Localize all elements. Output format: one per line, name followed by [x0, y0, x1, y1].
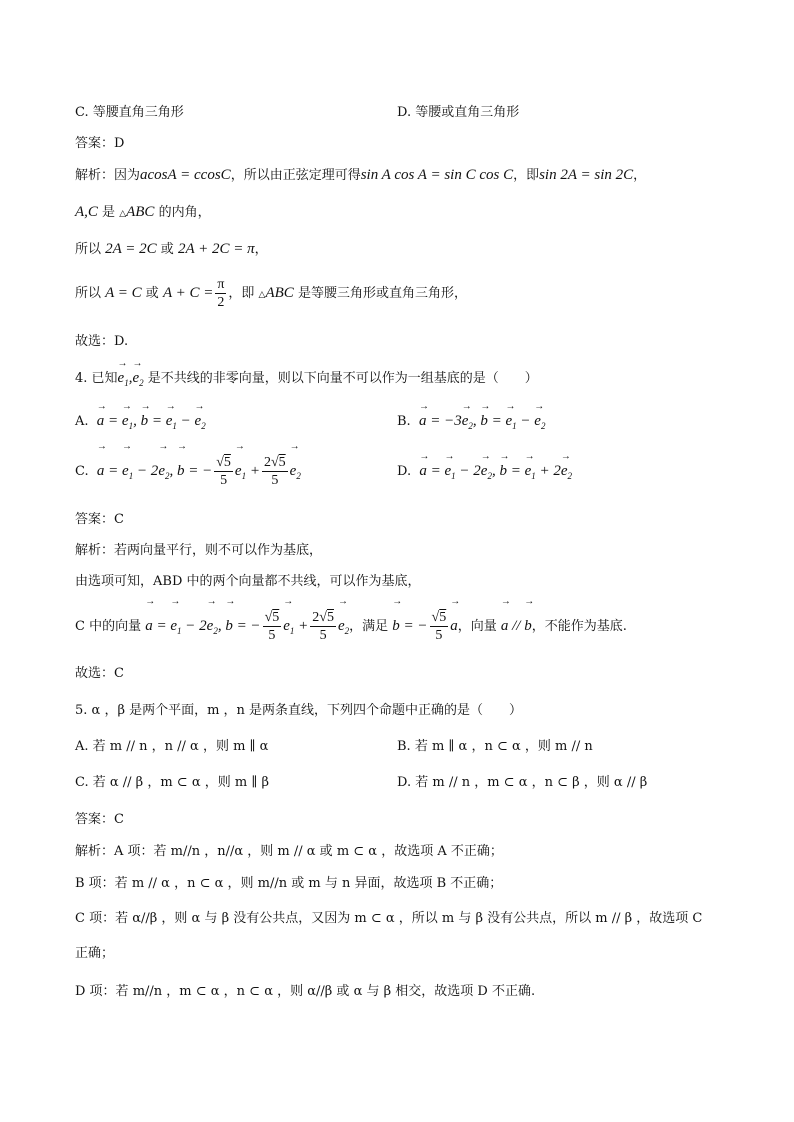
q3-explanation-line4: [75, 276, 467, 312]
formula: ABC: [126, 204, 155, 220]
fraction: [262, 454, 288, 489]
formula: → $e_1$ +: [283, 618, 308, 634]
text: 解析：因为: [75, 168, 141, 183]
q4-option-c: [75, 452, 301, 495]
radicand: 5: [278, 455, 286, 470]
formula: A = C: [105, 285, 142, 301]
formula: A + C =: [162, 285, 214, 301]
text: ，: [254, 242, 268, 257]
q3-option-d: D. 等腰或直角三角形: [397, 105, 520, 120]
text: 是不共线的非零向量，则以下向量不可以作为一组基底的是（ ）: [143, 371, 538, 386]
formula: A,C: [75, 204, 98, 220]
triangle-icon: △: [119, 209, 127, 219]
fraction: [215, 276, 226, 311]
q4-option-b: [397, 412, 545, 435]
option-label: A.: [75, 414, 89, 429]
radicand: 5: [272, 610, 280, 625]
numerator: 2√5: [263, 455, 286, 470]
denominator: 5: [268, 628, 276, 643]
formula: 2A + 2C = π: [177, 241, 255, 257]
formula: → a = → $e_1$, → b = → $e_1$ − → $e_2$: [97, 413, 206, 429]
q4-explanation-line1: 解析：若两向量平行，则不可以作为基底，: [75, 543, 323, 558]
fraction: [263, 609, 282, 644]
denominator: 2: [217, 295, 225, 310]
numerator: π: [217, 277, 225, 292]
formula: → a = → $e_1 - 2\to e_2$, → b = → $e_1 + 2\to e_2$: [419, 463, 572, 479]
q5-explanation-c1: C 项：若 α//β ，则 α 与 β 没有公共点，又因为 m ⊂ α ，所以 m 与 β 没有公共点，所以 m // β ，故选项 C: [75, 911, 703, 926]
option-label: C.: [75, 464, 89, 479]
q4-stem: [75, 369, 538, 392]
text: 4. 已知: [75, 371, 118, 386]
fraction: [430, 609, 449, 644]
text: C 中的向量: [75, 619, 146, 634]
formula: → $e_2$: [290, 463, 301, 479]
q5-explanation-c2: 正确；: [75, 946, 115, 961]
formula: → a: [450, 618, 458, 634]
denominator: 5: [435, 628, 443, 643]
q3-answer: 答案：D: [75, 136, 125, 151]
triangle-icon: △: [258, 290, 266, 300]
text: 所以: [75, 242, 106, 257]
numerator: √5: [216, 455, 231, 470]
q3-option-c: C. 等腰直角三角形: [75, 105, 184, 120]
text: ，满足: [349, 619, 393, 634]
q3-explanation-line3: [75, 240, 268, 259]
formula: → b = −: [392, 618, 427, 634]
q5-option-a: A. 若 m // n ，n // α ，则 m ∥ α: [75, 739, 269, 754]
text: ，即: [228, 286, 259, 301]
denominator: 5: [271, 473, 279, 488]
q5-explanation-d: D 项：若 m//n ，m ⊂ α ，n ⊂ α ，则 α//β 或 α 与 β 相交，故选项 D 不正确.: [75, 984, 536, 999]
formula: → $e_2$: [338, 618, 349, 634]
formula: → $a = -3\to e_2$, → b = → $e_1$ − → $e_2$: [419, 413, 546, 429]
text: 是: [97, 205, 120, 220]
denominator: 5: [319, 628, 327, 643]
q3-explanation-line1: [75, 166, 646, 185]
numerator: √5: [431, 610, 447, 625]
text: 是等腰三角形或直角三角形，: [293, 286, 467, 301]
text: 或: [156, 242, 178, 257]
coefficient: 2: [263, 455, 271, 470]
text: ，: [633, 168, 647, 183]
q4-option-d: [397, 462, 572, 485]
text: 或: [141, 286, 163, 301]
denominator: 5: [220, 473, 228, 488]
q5-option-c: C. 若 α // β ，m ⊂ α ，则 m ∥ β: [75, 775, 269, 790]
q3-explanation-line2: [75, 203, 211, 223]
q5-explanation-b: B 项：若 m // α ，n ⊂ α ，则 m//n 或 m 与 n 异面，故选项 B 不正确；: [75, 876, 503, 891]
formula: acosA = ccosC: [140, 167, 231, 183]
option-label: B.: [397, 414, 411, 429]
text: 所以: [75, 286, 106, 301]
formula-e1-e2: → $e_1,\to e_2$: [118, 370, 144, 386]
coefficient: 2: [312, 610, 320, 625]
formula: → a = → $e_1 - 2\to e_2$, → b = −: [145, 618, 260, 634]
q4-conclusion: 故选：C: [75, 666, 124, 681]
fraction: [310, 609, 336, 644]
q5-stem: 5. α ，β 是两个平面，m ，n 是两条直线，下列四个命题中正确的是（ ）: [75, 703, 523, 718]
q4-explanation-line2: 由选项可知，ABD 中的两个向量都不共线，可以作为基底，: [75, 574, 421, 589]
text: ，向量: [457, 619, 501, 634]
q4-answer: 答案：C: [75, 512, 124, 527]
radicand: 5: [439, 610, 447, 625]
option-label: D.: [397, 464, 412, 479]
formula: sin A cos A = sin C cos C: [360, 167, 514, 183]
q5-option-b: B. 若 m ∥ α ，n ⊂ α ，则 m // n: [397, 739, 593, 754]
text: 的内角，: [154, 205, 211, 220]
radicand: 5: [223, 455, 231, 470]
q5-option-d: D. 若 m // n ，m ⊂ α ，n ⊂ β ，则 α // β: [397, 775, 648, 790]
q3-conclusion: 故选：D.: [75, 334, 129, 349]
formula: 2A = 2C: [105, 241, 157, 257]
formula: → $e_1$ +: [235, 463, 260, 479]
radicand: 5: [326, 610, 334, 625]
formula: ABC: [265, 285, 294, 301]
fraction: [214, 454, 233, 489]
numerator: 2√5: [312, 610, 334, 625]
q4-explanation-line3: [75, 607, 627, 650]
text: ，即: [513, 168, 540, 183]
q4-option-a: [75, 412, 206, 435]
formula: sin 2A = sin 2C: [539, 167, 634, 183]
formula: → a // → b: [501, 618, 532, 634]
q5-explanation-a: 解析：A 项：若 m//n ，n//α ，则 m // α 或 m ⊂ α ，故选项 A 不正确；: [75, 844, 503, 859]
text: ，不能作为基底.: [531, 619, 627, 634]
numerator: √5: [264, 610, 280, 625]
formula: → a = → $e_1 - 2\to e_2$, → b = −: [97, 463, 212, 479]
q5-answer: 答案：C: [75, 812, 124, 827]
text: ，所以由正弦定理可得: [230, 168, 361, 183]
